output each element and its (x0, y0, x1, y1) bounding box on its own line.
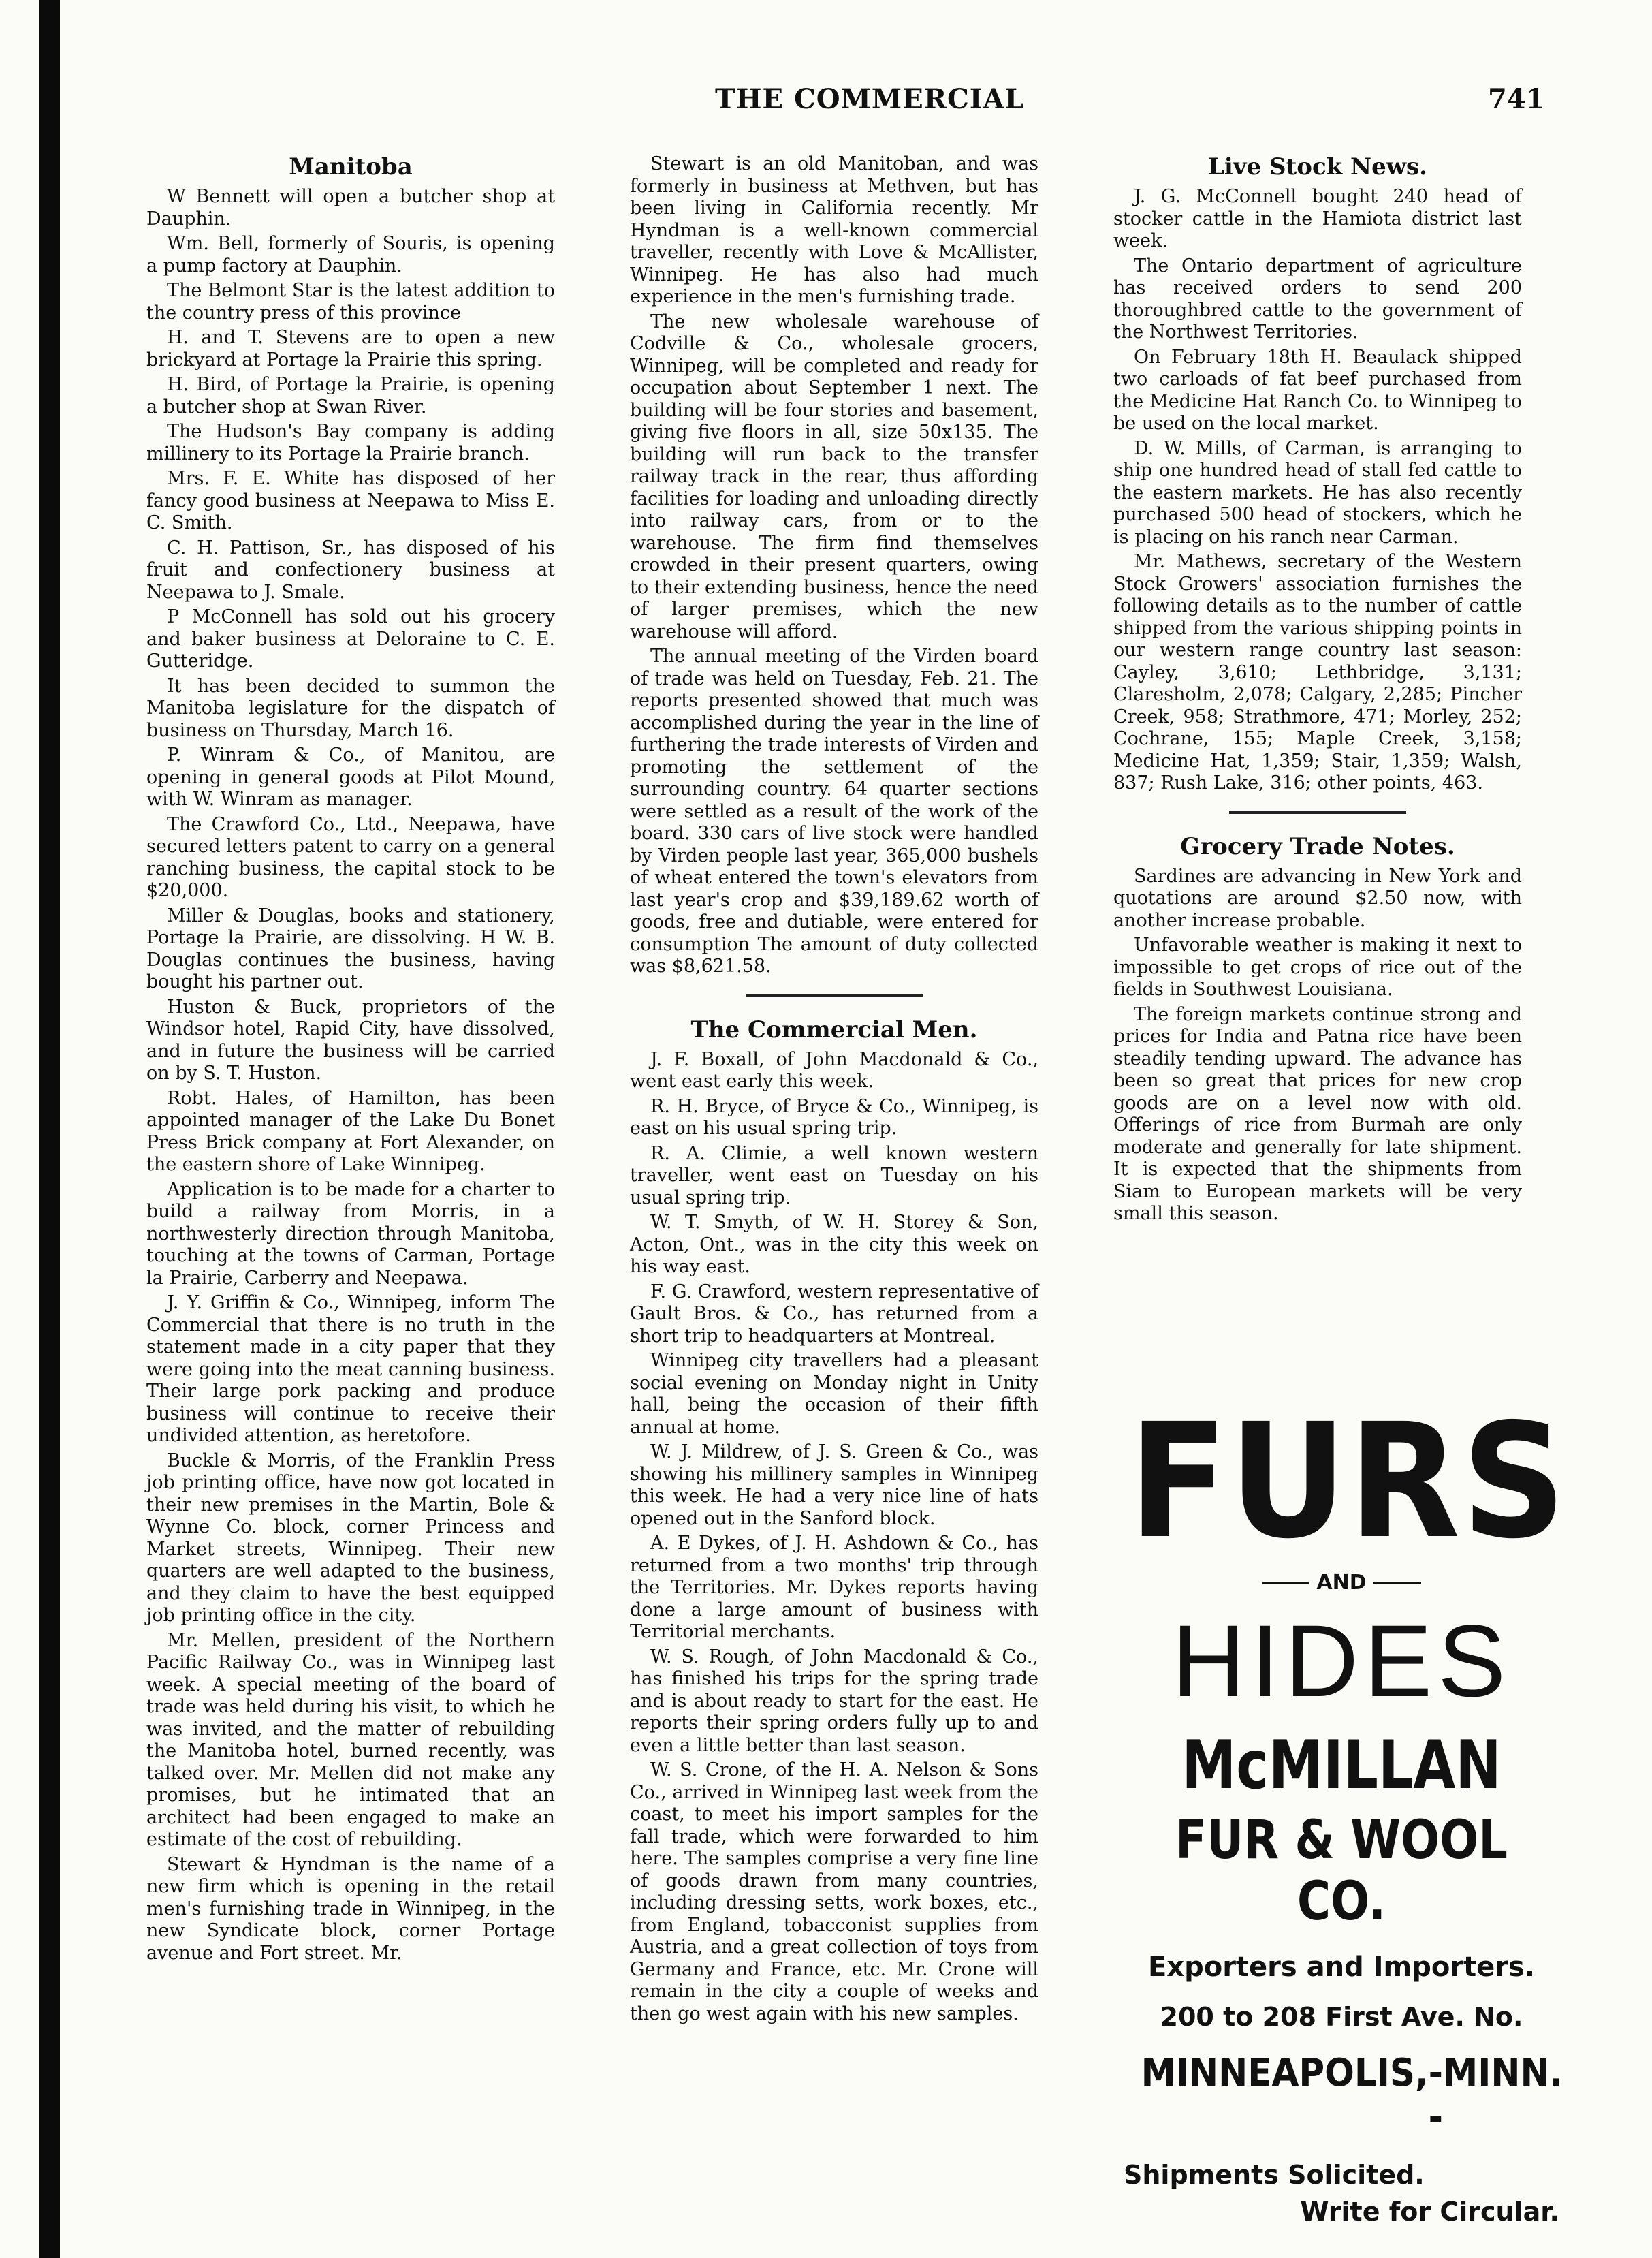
news-item: Mr. Mellen, president of the Northern Pacific Railway Co., was in Winnipeg last week. A special meeting of the board of trade was held during his visit, to which he was invited, and the matter of rebuilding the Manitoba hotel, burned recently, was talked over. Mr. Mellen did not make any promises, but he intimated that an architect had been engaged to make an estimate of the cost of rebuilding. (146, 1629, 555, 1850)
ad-dashes: - - (1428, 2051, 1443, 2139)
news-item: Stewart is an old Manitoban, and was formerly in business at Methven, but has been living in California recently. Mr Hyndman is a well-known commercial traveller, recently with Love & McAllister, Winnipeg. He has also had much experience in the men's furnishing trade. (630, 153, 1038, 307)
ad-shipments: Shipments Solicited. (1124, 2160, 1425, 2190)
news-item: P McConnell has sold out his grocery and baker business at Deloraine to C. E. Gutteridge. (146, 606, 555, 672)
ad-tagline: Exporters and Importers. (1147, 1951, 1536, 1983)
advertisement (1110, 1390, 1573, 2227)
section-heading: Live Stock News. (1207, 153, 1428, 181)
news-item: Application is to be made for a charter to build a railway from Morris, in a northwesterly direction through Manitoba, touching at the towns of Carman, Portage la Prairie, Carberry and Neepawa. (146, 1178, 555, 1289)
ad-rule-left (1262, 1582, 1309, 1584)
news-item: Mrs. F. E. White has disposed of her fancy good business at Neepawa to Miss E. C. Smith. (146, 468, 555, 533)
news-item: The Crawford Co., Ltd., Neepawa, have secured letters patent to carry on a general ranching business, the capital stock to be $20,000. (146, 813, 555, 901)
ad-hides-headline: HIDES (1171, 1603, 1512, 1718)
news-item: Unfavorable weather is making it next to impossible to get crops of rice out of the fields in Southwest Louisiana. (1113, 935, 1522, 1000)
section-rule (1229, 811, 1406, 814)
news-item: Winnipeg city travellers had a pleasant social evening on Monday night in Unity hall, being the occasion of their fifth annual at home. (630, 1350, 1038, 1438)
news-item: The annual meeting of the Virden board of trade was held on Tuesday, Feb. 21. The reports presented showed that much was accomplished during the year in the line of furthering the trade interests of Virden and promoting the settlement of the surrounding country. 64 quarter sections were settled as a result of the work of the board. 330 cars of live stock were handled by Virden people last year, 365,000 bushels of wheat entered the town's elevators from last year's crop and $39,189.62 worth of goods, free and dutiable, were entered for consumption The amount of duty collected was $8,621.58. (630, 646, 1038, 977)
news-item: F. G. Crawford, western representative of Gault Bros. & Co., has returned from a short trip to headquarters at Montreal. (630, 1281, 1038, 1347)
news-item: The Belmont Star is the latest addition to the country press of this province (146, 280, 555, 324)
ad-and-divider (1110, 1571, 1573, 1595)
news-item: Sardines are advancing in New York and quotations are around $2.50 now, with another increase probable. (1113, 865, 1522, 931)
section-heading: Grocery Trade Notes. (1180, 832, 1455, 860)
ad-rule-right (1373, 1582, 1421, 1584)
ad-address: 200 to 208 First Ave. No. (1160, 2002, 1523, 2032)
ad-city-line (1128, 2051, 1563, 2139)
news-item: Huston & Buck, proprietors of the Windsor hotel, Rapid City, have dissolved, and in future the business will be carried on by S. T. Huston. (146, 996, 555, 1084)
news-item: The Ontario department of agriculture has received orders to send 200 thoroughbred cattle to the government of the Northwest Territories. (1113, 255, 1522, 343)
news-item: W. S. Crone, of the H. A. Nelson & Sons Co., arrived in Winnipeg last week from the coast, to meet his import samples for the fall trade, which were forwarded to him here. The samples comprise a very fine line of goods drawn from many countries, including dressing setts, work boxes, etc., from England, tobacconist supplies from Austria, and a great collection of toys from Germany and France, etc. Mr. Crone will remain in the city a couple of weeks and then go west again with his new samples. (630, 1759, 1038, 2024)
news-item: J. G. McConnell bought 240 head of stocker cattle in the Hamiota district last week. (1113, 186, 1522, 251)
news-item: R. H. Bryce, of Bryce & Co., Winnipeg, is east on his usual spring trip. (630, 1095, 1038, 1139)
news-item: D. W. Mills, of Carman, is arranging to ship one hundred head of stall fed cattle to the eastern markets. He has also recently purchased 500 head of stockers, which he is placing on his ranch near Carman. (1113, 437, 1522, 548)
binding-edge (39, 0, 60, 2258)
section-heading: Manitoba (289, 153, 413, 181)
news-item: J. Y. Griffin & Co., Winnipeg, inform The Commercial that there is no truth in the statement made in a city paper that they were going into the meat canning business. Their large pork packing and produce business will continue to receive their undivided attention, as heretofore. (146, 1292, 555, 1446)
news-item: On February 18th H. Beaulack shipped two carloads of fat beef purchased from the Medicine Hat Ranch Co. to Winnipeg to be used on the local market. (1113, 346, 1522, 434)
ad-and-text: AND (1316, 1571, 1367, 1595)
ad-furs-headline: FURS (1128, 1390, 1568, 1573)
column-3 (1113, 153, 1522, 1228)
news-item: H. and T. Stevens are to open a new brickyard at Portage la Prairie this spring. (146, 327, 555, 371)
news-item: W. S. Rough, of John Macdonald & Co., has finished his trips for the spring trade and is about ready to start for the east. He reports their spring orders fully up to and even a little better than last season. (630, 1646, 1038, 1756)
publication-title: THE COMMERCIAL (715, 83, 1025, 115)
news-item: W. T. Smyth, of W. H. Storey & Son, Acton, Ont., was in the city this week on his way east. (630, 1212, 1038, 1277)
news-item: The foreign markets continue strong and prices for India and Patna rice have been steadily tending upward. The advance has been so great that prices for new crop goods are on a level now with old. Offerings of rice from Burmah are only moderate and generally for late shipment. It is expected that the shipments from Siam to European markets will be very small this season. (1113, 1003, 1522, 1224)
news-item: It has been decided to summon the Manitoba legislature for the dispatch of business on Thursday, March 16. (146, 675, 555, 741)
news-item: Mr. Mathews, secretary of the Western Stock Growers' association furnishes the following details as to the number of cattle shipped from the various shipping points in our western range country last season: Cayley, 3,610; Lethbridge, 3,131; Claresholm, 2,078; Calgary, 2,285; Pincher Creek, 958; Strathmore, 471; Morley, 252; Cochrane, 155; Maple Creek, 3,158; Medicine Hat, 1,359; Stair, 1,359; Walsh, 837; Rush Lake, 316; other points, 463. (1113, 551, 1522, 794)
news-item: Miller & Douglas, books and stationery, Portage la Prairie, are dissolving. H W. B. Douglas continues the business, having bought his partner out. (146, 905, 555, 992)
news-item: Buckle & Morris, of the Franklin Press job printing office, have now got located in their new premises in the Martin, Bole & Wynne Co. block, corner Princess and Market streets, Winnipeg. Their new quarters are well adapted to the business, and they claim to have the best equipped job printing office in the city. (146, 1449, 555, 1626)
news-item: W. J. Mildrew, of J. S. Green & Co., was showing his millinery samples in Winnipeg this week. He had a very nice line of hats opened out in the Sanford block. (630, 1441, 1038, 1529)
column-2 (630, 153, 1038, 2028)
news-item: W Bennett will open a butcher shop at Dauphin. (146, 186, 555, 230)
news-item: Stewart & Hyndman is the name of a new firm which is opening in the retail men's furnishing trade in Winnipeg, in the new Syndicate block, corner Portage avenue and Fort street. Mr. (146, 1853, 555, 1964)
ad-state: MINN. (1442, 2051, 1563, 2095)
ad-firm-name: McMILLAN (1181, 1727, 1502, 1804)
news-item: R. A. Climie, a well known western traveller, went east on Tuesday on his usual spring trip. (630, 1142, 1038, 1208)
section-rule (746, 994, 923, 997)
ad-write-for-circular: Write for Circular. (1300, 2197, 1559, 2227)
news-item: Robt. Hales, of Hamilton, has been appointed manager of the Lake Du Bonet Press Brick company at Fort Alexander, on the eastern shore of Lake Winnipeg. (146, 1087, 555, 1175)
news-item: J. F. Boxall, of John Macdonald & Co., went east early this week. (630, 1048, 1038, 1092)
column-1 (146, 153, 555, 1967)
news-item: Wm. Bell, formerly of Souris, is opening a pump factory at Dauphin. (146, 233, 555, 277)
news-item: The new wholesale warehouse of Codville & Co., wholesale grocers, Winnipeg, will be completed and ready for occupation about September 1 next. The building will be four stories and basement, giving five floors in all, size 50x135. The building will run back to the transfer railway track in the rear, thus affording facilities for loading and unloading directly into railway cars, from or to the warehouse. The firm find themselves crowded in their present quarters, owing to their extending business, hence the need of larger premises, which the new warehouse will afford. (630, 311, 1038, 642)
ad-firm-subname: FUR & WOOL CO. (1175, 1810, 1508, 1932)
section-heading: The Commercial Men. (690, 1016, 978, 1044)
news-item: The Hudson's Bay company is adding millinery to its Portage la Prairie branch. (146, 421, 555, 465)
news-item: C. H. Pattison, Sr., has disposed of his fruit and confectionery business at Neepawa to J. Smale. (146, 537, 555, 603)
news-item: A. E Dykes, of J. H. Ashdown & Co., has returned from a two months' trip through the Territories. Mr. Dykes reports having done a large amount of business with Territorial merchants. (630, 1533, 1038, 1642)
news-item: P. Winram & Co., of Manitou, are opening in general goods at Pilot Mound, with W. Winram as manager. (146, 744, 555, 810)
page-number: 741 (1488, 83, 1545, 115)
news-item: H. Bird, of Portage la Prairie, is opening a butcher shop at Swan River. (146, 374, 555, 418)
running-head (0, 83, 1652, 124)
ad-city: MINNEAPOLIS, (1141, 2051, 1429, 2095)
